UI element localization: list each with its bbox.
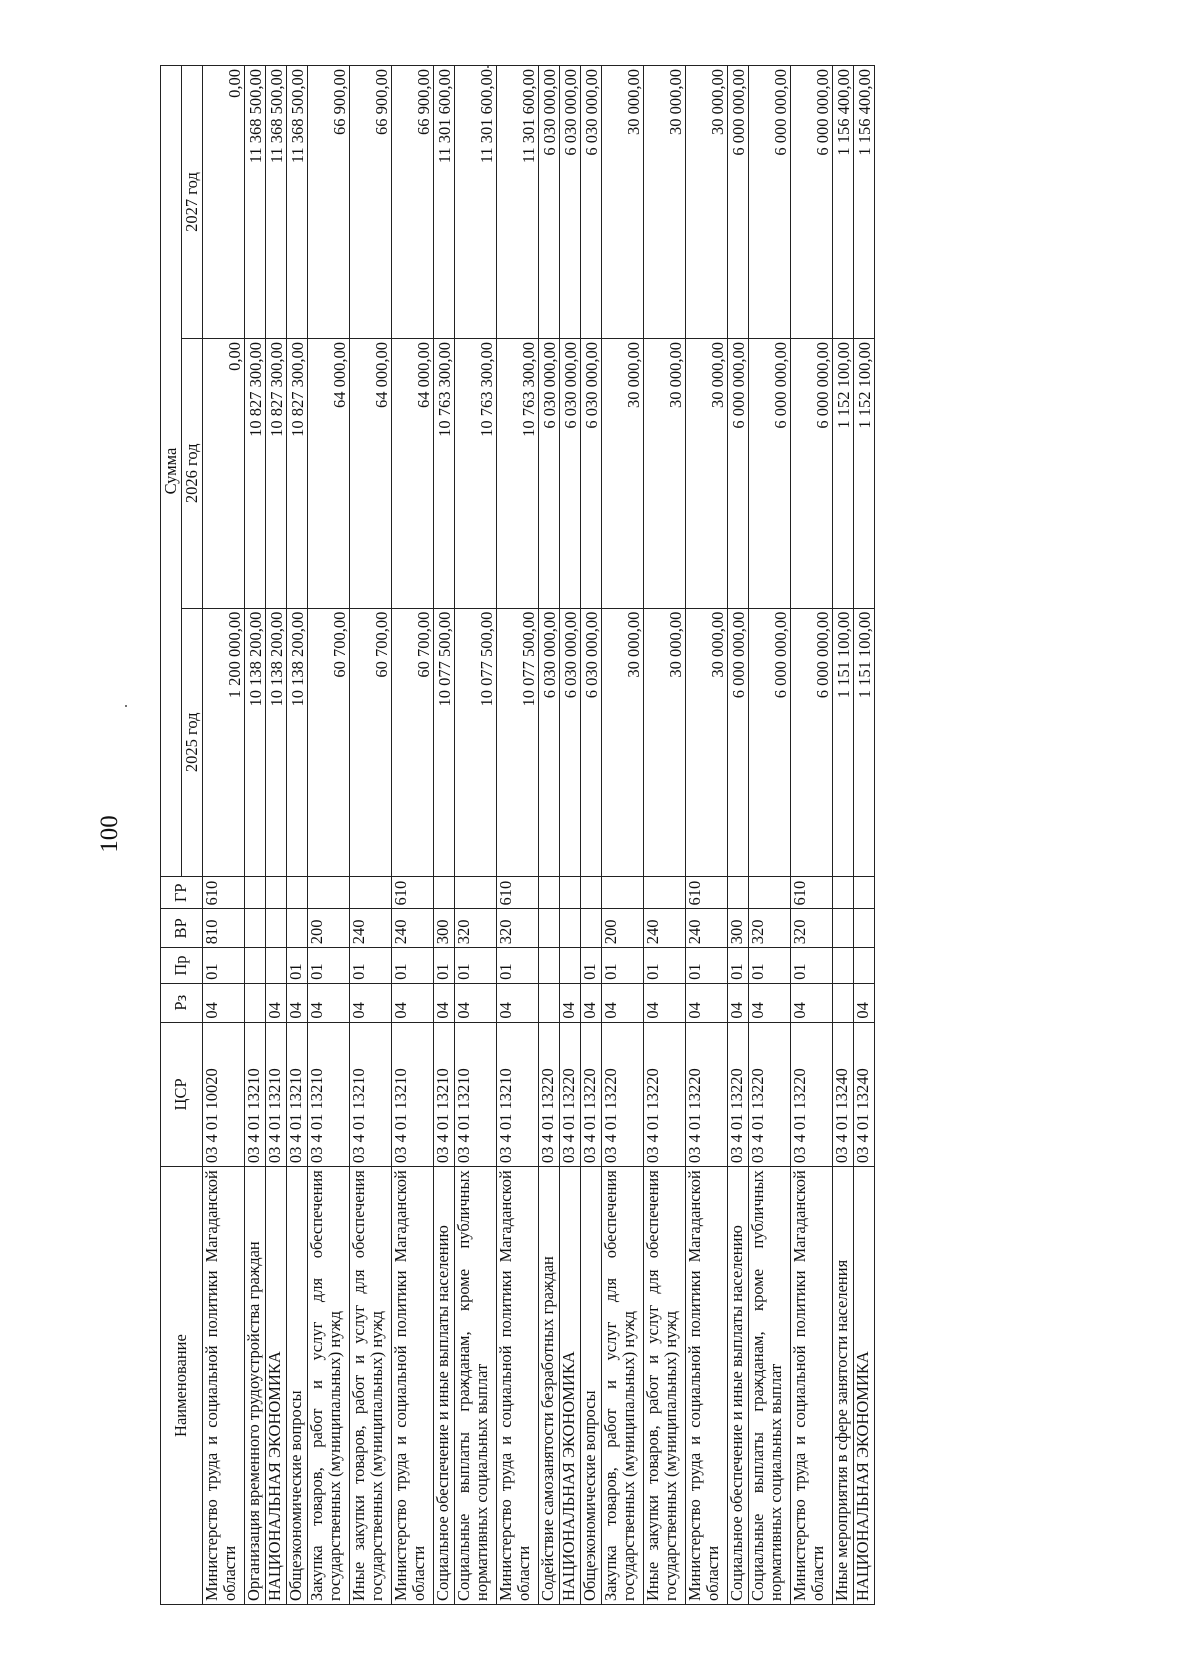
cell-rz: 04 [308,983,350,1022]
cell-name: НАЦИОНАЛЬНАЯ ЭКОНОМИКА [560,1167,581,1605]
cell-2027: 30 000,00 [686,66,728,339]
cell-2025: 1 151 100,00 [833,608,854,877]
cell-csr: 03 4 01 13210 [287,1022,308,1167]
cell-name: Содействие самозанятости безработных граждан [539,1167,560,1605]
cell-2026: 6 030 000,00 [560,338,581,608]
cell-2026: 10 827 300,00 [245,338,266,608]
cell-2026: 6 000 000,00 [749,338,791,608]
cell-pr: 01 [497,948,539,984]
cell-2027: 6 000 000,00 [728,66,749,339]
cell-pr: 01 [203,948,245,984]
cell-vr: 200 [602,909,644,948]
cell-rz: 04 [791,983,833,1022]
cell-2027: 11 301 600,00 [455,66,497,339]
table-row [686,66,728,1605]
cell-2026: 10 827 300,00 [287,338,308,608]
cell-2025: 60 700,00 [392,608,434,877]
cell-2027: 30 000,00 [644,66,686,339]
cell-gr: 610 [203,877,245,909]
cell-gr [749,877,791,909]
cell-name: НАЦИОНАЛЬНАЯ ЭКОНОМИКА [266,1167,287,1605]
cell-vr: 320 [791,909,833,948]
cell-name: Министерство труда и социальной политики Магаданской области [791,1167,833,1605]
cell-gr [434,877,455,909]
cell-2025: 10 077 500,00 [497,608,539,877]
cell-2026: 6 000 000,00 [728,338,749,608]
cell-csr: 03 4 01 10020 [203,1022,245,1167]
cell-2026: 64 000,00 [392,338,434,608]
cell-2027: 11 368 500,00 [266,66,287,339]
cell-vr: 240 [392,909,434,948]
table-row [581,66,602,1605]
cell-pr: 01 [434,948,455,984]
cell-2027: 66 900,00 [392,66,434,339]
cell-name: Иные закупки товаров, работ и услуг для обеспечения государственных (муниципальных) нужд [644,1167,686,1605]
cell-name: Министерство труда и социальной политики Магаданской области [497,1167,539,1605]
cell-name: Закупка товаров, работ и услуг для обеспечения государственных (муниципальных) нужд [308,1167,350,1605]
cell-2026: 10 763 300,00 [455,338,497,608]
table-row [266,66,287,1605]
cell-vr: 300 [434,909,455,948]
cell-pr [245,948,266,984]
cell-2027: 6 000 000,00 [749,66,791,339]
header-gr: ГР [161,877,203,909]
cell-vr: 320 [749,909,791,948]
cell-2026: 6 030 000,00 [539,338,560,608]
cell-gr: 610 [392,877,434,909]
cell-2026: 0,00 [203,338,245,608]
page-number: 100 [96,815,123,853]
cell-name: НАЦИОНАЛЬНАЯ ЭКОНОМИКА [854,1167,875,1605]
cell-gr [854,877,875,909]
cell-2025: 6 030 000,00 [581,608,602,877]
cell-rz: 04 [287,983,308,1022]
cell-vr [539,909,560,948]
header-name: Наименование [161,1167,203,1605]
cell-2026: 30 000,00 [602,338,644,608]
cell-rz: 04 [644,983,686,1022]
cell-2026: 6 030 000,00 [581,338,602,608]
cell-pr: 01 [287,948,308,984]
cell-csr: 03 4 01 13220 [728,1022,749,1167]
cell-name: Социальные выплаты гражданам, кроме публичных нормативных социальных выплат [749,1167,791,1605]
cell-vr [266,909,287,948]
cell-2027: 1 156 400,00 [833,66,854,339]
cell-pr [854,948,875,984]
cell-pr: 01 [686,948,728,984]
header-sum: Сумма [161,66,182,877]
cell-2025: 6 030 000,00 [560,608,581,877]
table-row [350,66,392,1605]
header-rz: Рз [161,983,203,1022]
cell-2027: 66 900,00 [308,66,350,339]
cell-gr [350,877,392,909]
cell-vr: 320 [497,909,539,948]
header-year-2027: 2027 год [182,66,203,339]
cell-csr: 03 4 01 13220 [581,1022,602,1167]
cell-vr [287,909,308,948]
cell-pr [539,948,560,984]
cell-2026: 30 000,00 [644,338,686,608]
cell-2025: 6 030 000,00 [539,608,560,877]
table-row [833,66,854,1605]
table-row [854,66,875,1605]
cell-rz: 04 [455,983,497,1022]
cell-2026: 6 000 000,00 [791,338,833,608]
cell-csr: 03 4 01 13210 [497,1022,539,1167]
cell-csr: 03 4 01 13240 [854,1022,875,1167]
cell-name: Социальное обеспечение и иные выплаты населению [728,1167,749,1605]
cell-name: Общеэкономические вопросы [287,1167,308,1605]
cell-vr: 300 [728,909,749,948]
cell-rz: 04 [203,983,245,1022]
cell-2026: 64 000,00 [308,338,350,608]
cell-2026: 64 000,00 [350,338,392,608]
cell-csr: 03 4 01 13220 [791,1022,833,1167]
cell-pr: 01 [392,948,434,984]
cell-2026: 10 827 300,00 [266,338,287,608]
cell-gr [266,877,287,909]
table-row [728,66,749,1605]
cell-2025: 30 000,00 [644,608,686,877]
cell-2025: 10 138 200,00 [266,608,287,877]
cell-2025: 1 200 000,00 [203,608,245,877]
cell-name: Иные мероприятия в сфере занятости населения [833,1167,854,1605]
table-row [203,66,245,1605]
cell-csr: 03 4 01 13210 [266,1022,287,1167]
cell-csr: 03 4 01 13220 [560,1022,581,1167]
cell-gr [581,877,602,909]
cell-2027: 30 000,00 [602,66,644,339]
cell-gr [287,877,308,909]
cell-vr [833,909,854,948]
cell-2025: 10 077 500,00 [455,608,497,877]
cell-vr: 240 [644,909,686,948]
table-row [455,66,497,1605]
cell-name: Министерство труда и социальной политики Магаданской области [392,1167,434,1605]
table-row [644,66,686,1605]
cell-2027: 0,00 [203,66,245,339]
cell-2025: 10 077 500,00 [434,608,455,877]
cell-rz: 04 [350,983,392,1022]
table-row [245,66,266,1605]
cell-gr [308,877,350,909]
cell-pr: 01 [602,948,644,984]
cell-gr [560,877,581,909]
cell-vr: 240 [686,909,728,948]
cell-2027: 11 301 600,00 [497,66,539,339]
header-vr: ВР [161,909,203,948]
table-row [497,66,539,1605]
cell-vr [245,909,266,948]
cell-pr: 01 [791,948,833,984]
cell-csr: 03 4 01 13210 [392,1022,434,1167]
cell-csr: 03 4 01 13210 [455,1022,497,1167]
cell-pr: 01 [581,948,602,984]
cell-pr [560,948,581,984]
cell-gr [539,877,560,909]
cell-vr: 240 [350,909,392,948]
table-row [539,66,560,1605]
cell-csr: 03 4 01 13210 [308,1022,350,1167]
cell-2027: 6 000 000,00 [791,66,833,339]
cell-2025: 60 700,00 [308,608,350,877]
cell-name: Общеэкономические вопросы [581,1167,602,1605]
cell-name: Организация временного трудоустройства граждан [245,1167,266,1605]
budget-table [160,65,875,1605]
cell-2025: 30 000,00 [602,608,644,877]
cell-pr: 01 [350,948,392,984]
table-body [203,66,875,1605]
cell-rz: 04 [434,983,455,1022]
cell-2027: 6 030 000,00 [539,66,560,339]
cell-pr: 01 [455,948,497,984]
cell-2027: 11 368 500,00 [245,66,266,339]
cell-csr: 03 4 01 13240 [833,1022,854,1167]
cell-pr [266,948,287,984]
cell-rz: 04 [392,983,434,1022]
table-row [749,66,791,1605]
cell-2025: 1 151 100,00 [854,608,875,877]
cell-name: Социальные выплаты гражданам, кроме публичных нормативных социальных выплат [455,1167,497,1605]
table-row [560,66,581,1605]
cell-pr: 01 [308,948,350,984]
cell-rz: 04 [728,983,749,1022]
cell-rz: 04 [560,983,581,1022]
cell-csr: 03 4 01 13220 [539,1022,560,1167]
cell-vr: 200 [308,909,350,948]
cell-csr: 03 4 01 13220 [686,1022,728,1167]
table-row [602,66,644,1605]
cell-name: Закупка товаров, работ и услуг для обеспечения государственных (муниципальных) нужд [602,1167,644,1605]
cell-gr: 610 [686,877,728,909]
table-row [287,66,308,1605]
cell-gr [602,877,644,909]
cell-name: Иные закупки товаров, работ и услуг для обеспечения государственных (муниципальных) нужд [350,1167,392,1605]
cell-vr: 810 [203,909,245,948]
header-csr: ЦСР [161,1022,203,1167]
cell-2026: 1 152 100,00 [854,338,875,608]
cell-gr [833,877,854,909]
cell-2026: 10 763 300,00 [497,338,539,608]
table-row [308,66,350,1605]
cell-pr [833,948,854,984]
scan-speck [125,705,127,707]
cell-2025: 6 000 000,00 [749,608,791,877]
cell-2027: 1 156 400,00 [854,66,875,339]
cell-rz: 04 [581,983,602,1022]
cell-vr: 320 [455,909,497,948]
table-row [791,66,833,1605]
cell-pr: 01 [644,948,686,984]
cell-rz [833,983,854,1022]
cell-gr [245,877,266,909]
cell-2027: 6 030 000,00 [560,66,581,339]
cell-name: Социальное обеспечение и иные выплаты населению [434,1167,455,1605]
cell-2025: 10 138 200,00 [245,608,266,877]
cell-csr: 03 4 01 13220 [644,1022,686,1167]
table-row [392,66,434,1605]
cell-rz: 04 [749,983,791,1022]
cell-2025: 10 138 200,00 [287,608,308,877]
cell-name: Министерство труда и социальной политики Магаданской области [203,1167,245,1605]
cell-csr: 03 4 01 13220 [749,1022,791,1167]
cell-pr: 01 [728,948,749,984]
cell-pr: 01 [749,948,791,984]
cell-2027: 6 030 000,00 [581,66,602,339]
cell-2025: 6 000 000,00 [791,608,833,877]
cell-csr: 03 4 01 13210 [245,1022,266,1167]
cell-2027: 66 900,00 [350,66,392,339]
cell-gr: 610 [791,877,833,909]
cell-rz [245,983,266,1022]
cell-2025: 60 700,00 [350,608,392,877]
cell-gr [455,877,497,909]
header-year-2025: 2025 год [182,608,203,877]
header-year-2026: 2026 год [182,338,203,608]
table-row [434,66,455,1605]
cell-rz: 04 [266,983,287,1022]
cell-csr: 03 4 01 13210 [350,1022,392,1167]
cell-2026: 30 000,00 [686,338,728,608]
cell-csr: 03 4 01 13220 [602,1022,644,1167]
cell-2026: 10 763 300,00 [434,338,455,608]
header-pr: Пр [161,948,203,984]
cell-name: Министерство труда и социальной политики Магаданской области [686,1167,728,1605]
cell-gr [644,877,686,909]
cell-rz: 04 [854,983,875,1022]
cell-vr [581,909,602,948]
cell-gr [728,877,749,909]
cell-2026: 1 152 100,00 [833,338,854,608]
cell-rz [539,983,560,1022]
cell-csr: 03 4 01 13210 [434,1022,455,1167]
cell-2025: 30 000,00 [686,608,728,877]
cell-vr [854,909,875,948]
cell-gr: 610 [497,877,539,909]
cell-2027: 11 368 500,00 [287,66,308,339]
cell-2027: 11 301 600,00 [434,66,455,339]
cell-vr [560,909,581,948]
cell-2025: 6 000 000,00 [728,608,749,877]
rotated-page-content [160,65,1040,1605]
cell-rz: 04 [602,983,644,1022]
cell-rz: 04 [497,983,539,1022]
cell-rz: 04 [686,983,728,1022]
